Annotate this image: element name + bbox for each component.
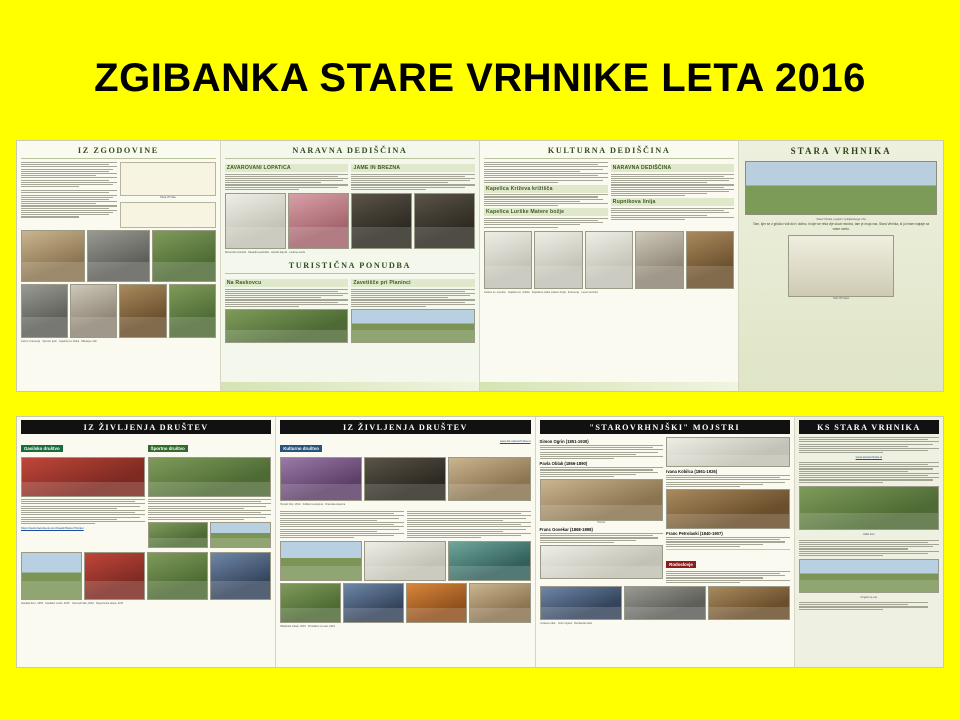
decorative-band <box>221 382 479 391</box>
photo-kapelica <box>119 284 166 338</box>
body-text <box>225 289 349 308</box>
photo-sport-event <box>210 552 271 600</box>
photo-caption: Kapelica sv. Roka <box>58 340 80 343</box>
divider <box>666 549 790 550</box>
photo-row <box>21 284 216 338</box>
body-text <box>666 475 790 487</box>
photo-cave-2 <box>414 193 475 249</box>
section-tag-rodoslovje: Rodoslovje <box>666 561 696 568</box>
cover-figure-illustration <box>788 235 894 297</box>
brochure-bottom-sheet <box>16 416 944 668</box>
photo-kuzno-znamenje <box>21 284 68 338</box>
body-text <box>21 499 145 524</box>
subheading: Na Raskovcu <box>225 279 349 287</box>
photo-theatre <box>364 457 446 501</box>
panel-iz-zivljenja-drustev-1 <box>17 417 276 667</box>
panel-heading: "STAROVRHNJŠKI" MOJSTRI <box>540 420 790 434</box>
subheading: Zavetišče pri Planinci <box>351 279 475 287</box>
person-name: Pavla Oblak (1866-1890) <box>539 461 588 467</box>
photo-caption: Delo mojstra <box>557 622 573 625</box>
panel-kulturna-dediscina <box>480 141 739 391</box>
photo-event-1 <box>280 541 362 581</box>
photo-sport-2 <box>210 522 271 548</box>
person-name: Franc Govekar (1868-1898) <box>539 527 593 533</box>
panel-iz-zgodovine <box>17 141 221 391</box>
photo-caption: Gasilsko vozilo, 2015 <box>45 601 70 605</box>
photo-row <box>484 231 734 289</box>
body-text <box>21 190 117 217</box>
handwriting-note <box>120 162 216 196</box>
body-text <box>351 289 475 308</box>
photo-village-view <box>799 559 939 593</box>
panel-subsection-heading: TURISTIČNA PONUDBA <box>225 259 475 274</box>
body-text <box>540 467 664 477</box>
photo-row <box>280 583 530 623</box>
photo-wood-carving <box>666 489 790 529</box>
subheading: Kapelica Lurške Matere božje <box>484 208 608 216</box>
photo-cave-1 <box>351 193 412 249</box>
panel-heading: IZ ŽIVLJENJA DRUŠTEV <box>280 420 530 434</box>
photo-caption: Mlinarjev mlin <box>81 340 98 343</box>
photo-chapel-1 <box>534 231 582 289</box>
body-text <box>799 462 939 483</box>
photo-event-6 <box>406 583 467 623</box>
photo-caption: Folklorna skupina <box>302 503 324 506</box>
body-text <box>540 533 664 543</box>
photo-historic-3 <box>152 230 216 282</box>
caption-row <box>21 602 271 608</box>
caption-row <box>540 622 790 628</box>
photo-caption: Navadna potonika <box>248 251 269 254</box>
photo-choir <box>280 457 362 501</box>
body-text <box>280 511 404 539</box>
photo-caption: Nogometna ekipa, 2015 <box>95 601 124 605</box>
photo-caption: Vaški dom <box>862 532 875 536</box>
photo-master-3 <box>708 586 790 620</box>
body-text <box>611 174 735 197</box>
photo-chapel-2 <box>585 231 633 289</box>
photo-fire-station <box>21 552 82 600</box>
body-text <box>666 571 790 583</box>
body-text <box>148 499 272 520</box>
cover-figure-caption: Stari Vrhničan <box>833 297 850 300</box>
handwriting-note-2 <box>120 202 216 228</box>
photo-caption: Kapelica sv. Jožefa <box>507 290 530 294</box>
body-text <box>540 445 664 459</box>
photo-fire-brigade-emblem <box>21 457 145 497</box>
photo-row <box>280 541 530 581</box>
panel-heading: KS STARA VRHNIKA <box>799 420 939 434</box>
panel-stara-vrhnika-cover <box>739 141 943 391</box>
body-text <box>484 218 608 228</box>
photo-caption: Mladinski odsek, 2015 <box>280 625 306 629</box>
photo-peony <box>288 193 349 249</box>
panel-naravna-dediscina <box>221 141 480 391</box>
photo-caption: Jamski kapnik <box>270 251 288 254</box>
body-text <box>799 437 939 453</box>
body-text <box>666 537 790 547</box>
photo-caption: Dramska skupina <box>325 503 346 506</box>
panel-heading: STARA VRHNIKA <box>790 146 892 156</box>
photo-event-5 <box>343 583 404 623</box>
caption-row <box>21 340 216 346</box>
subheading: Rupnikova linija <box>611 198 735 206</box>
body-text <box>225 174 349 190</box>
photo-master-2 <box>624 586 706 620</box>
photo-event-3 <box>448 541 530 581</box>
photo-caption: Cerkveni oltar <box>539 622 556 625</box>
panel-heading: IZ ZGODOVINE <box>21 144 216 159</box>
society-tag-sportno: Športno društvo <box>148 445 188 452</box>
photo-event-4 <box>280 583 341 623</box>
photo-event-7 <box>469 583 530 623</box>
photo-row <box>225 193 475 249</box>
subheading: JAME IN BREZNA <box>351 164 475 172</box>
subheading: Kapelica Križeva križišča <box>484 185 608 193</box>
photo-caption: Pevski zbor, 2014 <box>280 503 301 506</box>
panel-heading: KULTURNA DEDIŠČINA <box>484 144 734 159</box>
link-kd-staravrhnika[interactable]: www.kd-staravrhnika.si <box>499 438 531 443</box>
photo-shrine <box>635 231 683 289</box>
body-text <box>21 162 117 187</box>
panel-starovrhnjski-mojstri <box>536 417 795 667</box>
photo-folklore <box>448 457 530 501</box>
photo-tourism-2 <box>351 309 475 343</box>
photo-sport-1 <box>148 522 209 548</box>
photo-caption: Gasilski dom, 1953 <box>21 601 44 605</box>
link-facebook-gasilci[interactable]: https://www.facebook.com/GasilciStareVrhnike/ <box>21 525 84 530</box>
photo-church-1 <box>484 231 532 289</box>
photo-caption: Pogled na vas <box>860 596 878 600</box>
photo-tourism-1 <box>225 309 349 343</box>
photo-caption: Kužno znamenje <box>21 340 41 343</box>
photo-caption: Ledene sveče <box>289 251 306 254</box>
photo-caption: Slovenski zvonček <box>224 251 247 254</box>
photo-caption: Nova tehnika, 2016 <box>71 601 94 605</box>
cover-photo-caption: Stara Vrhnika, pogled z Ljubljanskega vrha <box>816 218 866 221</box>
photo-fire-truck <box>84 552 145 600</box>
slide-title: ZGIBANKA STARE VRHNIKE LETA 2016 <box>94 56 866 100</box>
photo-sports-team <box>148 457 272 497</box>
cover-poem: Tam, kjer se z gričkov vidi dol v dolino, in kjer se reka vije skozi ravnino, tam je moja vas, Stara Vrhnika, ki jo imam najraje na vsem svetu. <box>753 222 930 231</box>
link-staravrhnika[interactable]: www.staravrhnika.si <box>855 454 883 459</box>
photo-snowdrop <box>225 193 286 249</box>
photo-master-1 <box>540 586 622 620</box>
panel-iz-zivljenja-drustev-2 <box>276 417 535 667</box>
caption-row <box>225 251 475 257</box>
body-text <box>407 511 531 539</box>
brochure-top-sheet <box>16 140 944 392</box>
photo-event-2 <box>364 541 446 581</box>
body-text <box>484 194 608 206</box>
person-name: Simon Ogrin (1851-1930) <box>539 439 589 444</box>
photo-historic-1 <box>21 230 85 282</box>
photo-village-hall <box>799 486 939 530</box>
photo-caption: Cerkev sv. Lenarta <box>483 290 506 294</box>
panel-heading: IZ ŽIVLJENJA DRUŠTEV <box>21 420 271 434</box>
photo-artwork-1 <box>666 437 790 467</box>
caption-row <box>280 625 530 631</box>
photo-hayrack <box>686 231 734 289</box>
photo-row <box>21 230 216 282</box>
panel-heading: NARAVNA DEDIŠČINA <box>225 144 475 159</box>
body-text <box>611 208 735 220</box>
photo-caption: Rezbarsko delo <box>574 622 593 625</box>
photo-spomin <box>70 284 117 338</box>
photo-caption: Kapelica Lurške matere božje <box>531 290 566 294</box>
photo-caption: Lesen kozolec <box>581 290 599 294</box>
cover-photo <box>745 161 937 215</box>
photo-historic-2 <box>87 230 151 282</box>
person-name: Franc Petrolaski (1840-1907) <box>666 531 723 537</box>
photo-caption: Portret <box>597 521 606 525</box>
caption-row <box>484 291 734 297</box>
society-tag-kulturno: Kulturno društvo <box>280 445 322 452</box>
photo-portrait-1 <box>540 479 664 521</box>
photo-mlin <box>169 284 216 338</box>
society-tag-gasilsko: Gasilsko društvo <box>21 445 63 452</box>
person-name: Ivana Kobilca (1861-1926) <box>666 469 718 474</box>
body-text <box>484 162 608 183</box>
photo-caption: Prireditev na vasi, 2016 <box>307 625 336 629</box>
body-text <box>799 540 939 556</box>
photo-caption: Znamenje <box>567 290 580 294</box>
photo-row <box>21 552 271 600</box>
decorative-band <box>480 382 738 391</box>
figure-caption: Stara Vrhnika <box>159 196 176 199</box>
photo-easter-egg <box>540 545 664 579</box>
photo-row <box>540 586 790 620</box>
subheading: ZAVAROVANI LOPATICA <box>225 164 349 172</box>
photo-caption: Spomin Ijudi <box>42 340 57 343</box>
colophon-text <box>799 602 939 610</box>
subheading: NARAVNA DEDIŠČINA <box>611 164 735 172</box>
caption-row <box>280 503 530 509</box>
panel-ks-stara-vrhnika <box>795 417 943 667</box>
photo-sport-field <box>147 552 208 600</box>
photo-row <box>280 457 530 501</box>
body-text <box>351 174 475 190</box>
